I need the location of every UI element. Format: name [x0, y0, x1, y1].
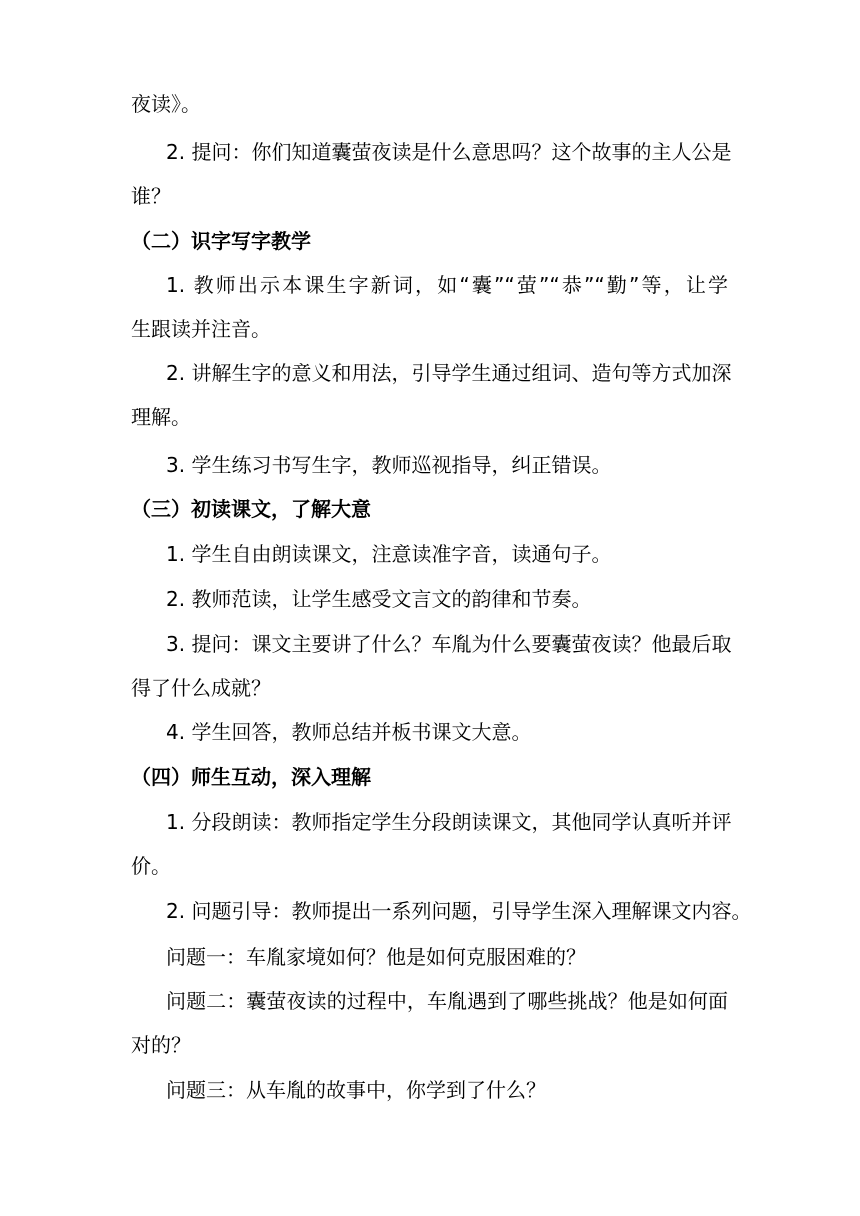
text-line: 问题二：囊萤夜读的过程中，车胤遇到了哪些挑战？他是如何面	[166, 989, 728, 1013]
section-heading: （三）初读课文，了解大意	[131, 497, 371, 521]
text-line: 得了什么成就？	[131, 676, 271, 700]
text-line: 2. 教师范读，让学生感受文言文的韵律和节奏。	[166, 587, 592, 611]
text-line: 3. 提问：课文主要讲了什么？车胤为什么要囊萤夜读？他最后取	[166, 632, 732, 656]
section-heading: （四）师生互动，深入理解	[131, 765, 371, 789]
text-line: 夜读》。	[131, 92, 201, 116]
text-line: 4. 学生回答，教师总结并板书课文大意。	[166, 720, 532, 744]
text-line: 1. 分段朗读：教师指定学生分段朗读课文，其他同学认真听并评	[166, 810, 732, 834]
section-heading: （二）识字写字教学	[131, 229, 311, 253]
text-line: 对的？	[131, 1033, 191, 1057]
text-line: 理解。	[131, 405, 191, 429]
text-line: 1. 学生自由朗读课文，注意读准字音，读通句子。	[166, 542, 612, 566]
text-line: 谁？	[131, 184, 171, 208]
text-line: 2. 提问：你们知道囊萤夜读是什么意思吗？这个故事的主人公是	[166, 140, 732, 164]
text-line: 3. 学生练习书写生字，教师巡视指导，纠正错误。	[166, 453, 612, 477]
text-line: 价。	[131, 854, 171, 878]
text-line: 问题三：从车胤的故事中，你学到了什么？	[166, 1078, 546, 1102]
text-line: 生跟读并注音。	[131, 317, 271, 341]
text-line: 2. 问题引导：教师提出一系列问题，引导学生深入理解课文内容。	[166, 899, 752, 923]
text-line: 1. 教师出示本课生字新词，如“囊”“萤”“恭”“勤”等，让学	[166, 273, 728, 297]
text-line: 2. 讲解生字的意义和用法，引导学生通过组词、造句等方式加深	[166, 361, 732, 385]
text-line: 问题一：车胤家境如何？他是如何克服困难的？	[166, 945, 586, 969]
